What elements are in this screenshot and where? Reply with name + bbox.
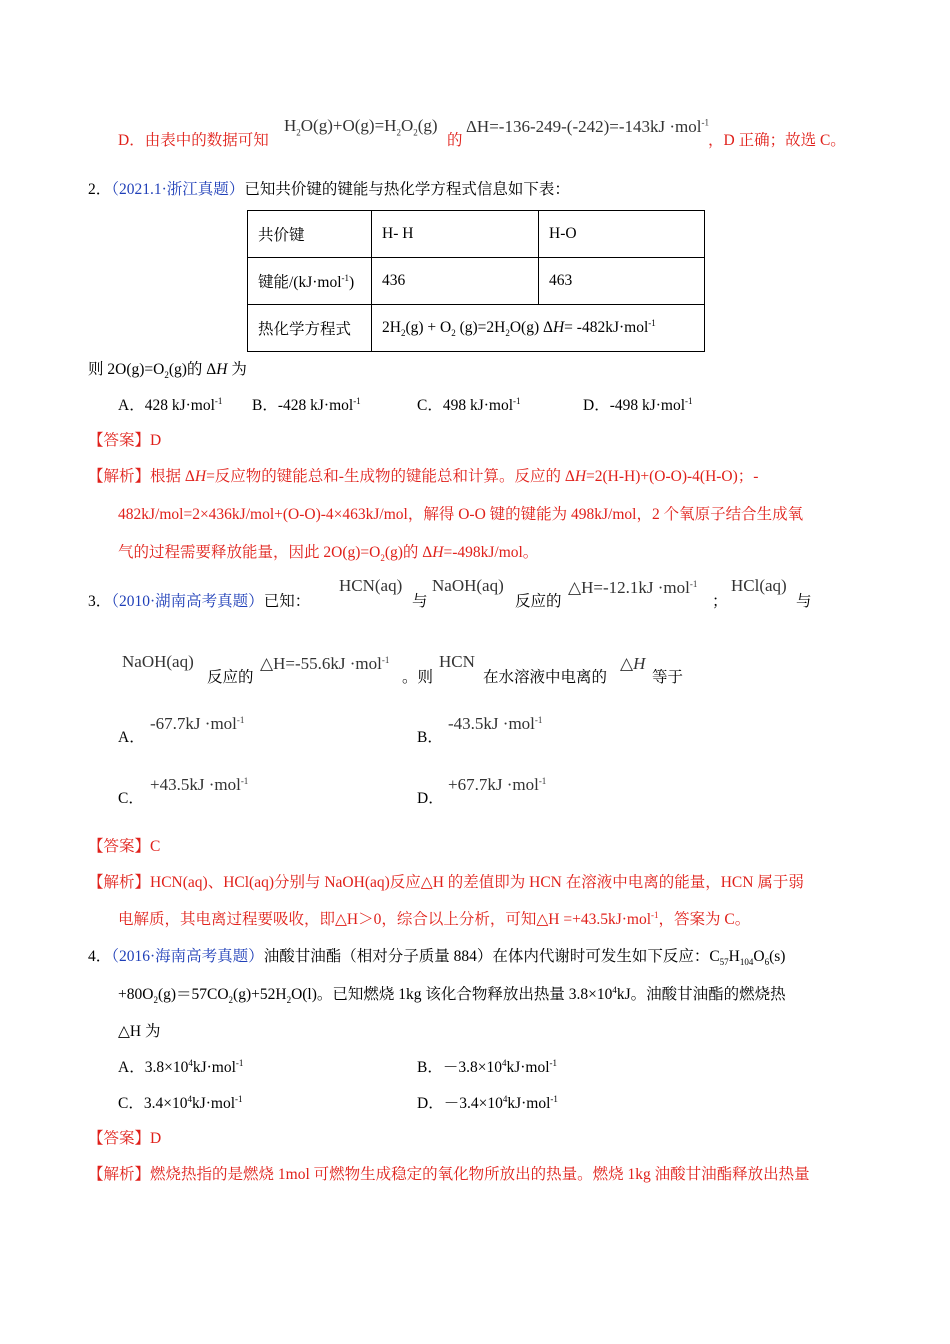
table-cell: H-O xyxy=(539,211,705,258)
analysis-text: (g)的 Δ xyxy=(384,544,433,561)
q4-sub: 104 xyxy=(739,957,754,968)
option-value: kJ·mol xyxy=(191,1095,236,1112)
q3-analysis-line2 xyxy=(118,910,750,930)
q2-stem xyxy=(88,180,570,200)
option-sup: -1 xyxy=(240,776,249,786)
q3-dh3 xyxy=(620,654,645,674)
q1-option-d-explanation xyxy=(118,131,269,151)
q3-equals: 等于 xyxy=(652,669,684,686)
option-value: －3.8×10 xyxy=(442,1059,502,1076)
q4-text: O xyxy=(753,948,765,965)
q3-option-a-label: A． xyxy=(118,729,145,746)
q3-option-c-label: C． xyxy=(118,790,144,807)
analysis-tag: 【解析】 xyxy=(88,468,151,485)
q2-answer: 【答案】D xyxy=(88,432,162,449)
analysis-tag: 【解析】 xyxy=(88,874,151,891)
option-sup: -1 xyxy=(235,1093,243,1104)
option-value: 428 kJ·mol xyxy=(144,397,215,414)
q1-formula xyxy=(284,116,438,136)
q4-text: O(l)。已知燃烧 1kg 该化合物释放出热量 3.8×10 xyxy=(291,986,613,1003)
option-sup: -1 xyxy=(214,395,223,406)
option-value: kJ·mol xyxy=(507,1095,551,1112)
analysis-text: =-498kJ/mol。 xyxy=(443,544,539,561)
analysis-text: =反应物的键能总和-生成物的键能总和计算。反应的 Δ xyxy=(206,468,575,485)
q4-text: +80O xyxy=(118,986,154,1003)
q4-sub: 57 xyxy=(719,957,729,968)
analysis-text: 燃烧热指的是燃烧 1mol 可燃物生成稳定的氧化物所放出的热量。燃烧 1kg 油酸甘油酯释放出热量 xyxy=(150,1166,810,1183)
q4-sub: 2 xyxy=(228,995,234,1006)
analysis-text: ，答案为 C。 xyxy=(658,911,751,928)
q1-sub: 2 xyxy=(296,127,301,138)
option-sup: 4 xyxy=(187,1093,192,1104)
option-value: 3.4×10 xyxy=(143,1095,188,1112)
q3-number-source xyxy=(88,592,310,612)
q3-naoh2: NaOH(aq) xyxy=(122,652,194,671)
q4-analysis-line1 xyxy=(88,1165,810,1185)
q4-answer: 【答案】D xyxy=(88,1130,162,1147)
q4-number: 4． xyxy=(88,948,112,965)
q3-dh2 xyxy=(260,654,389,676)
eq-sub: 2 xyxy=(451,328,456,339)
q1-de-text: 的 xyxy=(447,132,463,149)
eq-italic: H xyxy=(552,319,565,336)
q2-analysis-line2: 482kJ/mol=2×436kJ/mol+(O-O)-4×463kJ/mol，解得 O-O 键的键能为 498kJ/mol，2 个氧原子结合生成氧 xyxy=(118,506,804,523)
q2-number: 2． xyxy=(88,181,112,198)
q3-yu: 与 xyxy=(412,593,428,610)
analysis-text: 电解质，其电离过程要吸收，即△H＞0，综合以上分析，可知△H =+43.5kJ·mol xyxy=(118,911,652,928)
q3-dh3-delta: △ xyxy=(620,654,634,673)
q1-de xyxy=(447,131,463,151)
q4-text: (s) xyxy=(769,948,786,965)
q3-source: （2010·湖南高考真题） xyxy=(111,593,264,610)
option-sup: -1 xyxy=(353,395,361,406)
eq-sup: -1 xyxy=(648,317,656,328)
option-value: -67.7kJ ·mol xyxy=(150,714,237,733)
analysis-italic: H xyxy=(432,544,444,561)
analysis-italic: H xyxy=(194,468,207,485)
analysis-tag: 【解析】 xyxy=(88,1166,151,1183)
q3-dh2-sup: -1 xyxy=(381,655,390,665)
q4-text: (g)+52H xyxy=(233,986,287,1003)
analysis-italic: H xyxy=(574,468,587,485)
q3-semicolon: ； xyxy=(712,593,728,610)
q3-hcl: HCl(aq) xyxy=(731,576,787,595)
q3-option-d-label: D． xyxy=(417,790,444,807)
cell-text: 键能/(kJ·mol xyxy=(258,274,342,291)
option-sup: -1 xyxy=(235,1057,244,1068)
q4-text: 油酸甘油酯（相对分子质量 884）在体内代谢时可发生如下反应：C xyxy=(263,948,720,965)
option-value: 3.8×10 xyxy=(144,1059,189,1076)
ask-sub: 2 xyxy=(164,370,169,381)
q1-dh-sup: -1 xyxy=(701,117,709,128)
q3-naoh: NaOH(aq) xyxy=(432,576,504,595)
option-label: A． xyxy=(118,397,145,414)
q4-stem-line1 xyxy=(88,947,785,967)
q4-option-b xyxy=(417,1058,557,1078)
eq-text: 2H xyxy=(382,319,401,336)
q3-dh3-h: H xyxy=(633,654,646,673)
q1-sub: 2 xyxy=(396,127,401,138)
q1-prefix: D．由表中的数据可知 xyxy=(118,132,269,149)
table-cell: H- H xyxy=(372,211,539,258)
q2-option-b xyxy=(252,396,361,416)
q3-dh1 xyxy=(568,578,697,600)
option-value: +43.5kJ ·mol xyxy=(150,775,241,794)
table-row xyxy=(248,258,705,305)
eq-sub: 2 xyxy=(400,328,406,339)
ask-text: 为 xyxy=(227,361,247,378)
option-value: －3.4×10 xyxy=(443,1095,503,1112)
option-value: -428 kJ·mol xyxy=(277,397,354,414)
q2-option-d xyxy=(583,396,693,416)
ask-text: (g)的 Δ xyxy=(168,361,217,378)
eq-text: (g) + O xyxy=(405,319,452,336)
q3-then: 。则 xyxy=(402,669,434,686)
option-sup: -1 xyxy=(236,715,245,725)
eq-text: = -482kJ·mol xyxy=(564,319,649,336)
cell-sup: -1 xyxy=(341,272,350,283)
option-sup: -1 xyxy=(549,1057,558,1068)
q3-dh1-sup: -1 xyxy=(689,579,698,589)
q4-stem-line2 xyxy=(118,985,786,1005)
option-label: D． xyxy=(583,397,610,414)
q3-option-c-value xyxy=(150,775,248,797)
q3-option-b-value xyxy=(448,714,542,736)
q3-hcn2: HCN xyxy=(439,652,475,671)
q3-reaction: 反应的 xyxy=(515,593,562,610)
q3-reaction2: 反应的 xyxy=(207,669,254,686)
q1-formula-c: O xyxy=(400,116,414,135)
q1-dh-text: ΔH=-136-249-(-242)=-143kJ ·mol xyxy=(466,117,702,136)
q3-option-d-value xyxy=(448,775,546,797)
ask-text: 则 2O(g)=O xyxy=(88,361,165,378)
analysis-text: 根据 Δ xyxy=(150,468,195,485)
bond-energy-table xyxy=(247,210,705,352)
option-label: C． xyxy=(118,1095,144,1112)
q2-source: （2021.1·浙江真题） xyxy=(111,181,245,198)
option-sup: -1 xyxy=(550,1093,558,1104)
option-sup: -1 xyxy=(538,776,547,786)
q4-stem-line3: △H 为 xyxy=(118,1023,161,1040)
q2-option-a xyxy=(118,396,222,416)
q3-yu2: 与 xyxy=(796,593,812,610)
q3-analysis-line1 xyxy=(88,873,804,893)
analysis-text: =2(H-H)+(O-O)-4(H-O)；- xyxy=(586,468,759,485)
eq-text: (g)=2H xyxy=(455,319,506,336)
q2-analysis-line1 xyxy=(88,467,758,487)
q4-option-d xyxy=(417,1094,558,1114)
q4-text: (g)＝57CO xyxy=(157,986,229,1003)
eq-sub: 2 xyxy=(505,328,510,339)
q4-sub: 6 xyxy=(764,957,770,968)
option-label: B． xyxy=(252,397,278,414)
q3-hcn: HCN(aq) xyxy=(339,576,403,595)
q3-option-b-label: B． xyxy=(417,729,443,746)
analysis-sup: -1 xyxy=(651,909,659,920)
cell-text: ) xyxy=(349,274,355,291)
option-value: kJ·mol xyxy=(506,1059,550,1076)
analysis-sub: 2 xyxy=(380,553,385,564)
q3-answer: 【答案】C xyxy=(88,838,161,855)
table-row xyxy=(248,211,705,258)
table-cell: 热化学方程式 xyxy=(248,305,372,352)
table-cell: 463 xyxy=(539,258,705,305)
q2-stem-text: 已知共价键的键能与热化学方程式信息如下表： xyxy=(244,181,570,198)
table-cell xyxy=(248,258,372,305)
option-label: A． xyxy=(118,1059,145,1076)
option-value: kJ·mol xyxy=(192,1059,236,1076)
analysis-text: HCN(aq)、HCl(aq)分别与 NaOH(aq)反应△H 的差值即为 HCN 在溶液中电离的能量，HCN 属于弱 xyxy=(150,874,804,891)
q1-formula-d: (g) xyxy=(417,116,438,135)
q2-analysis-line3 xyxy=(118,543,538,563)
q4-option-c xyxy=(118,1094,243,1114)
q1-formula-a: H xyxy=(284,116,297,135)
analysis-text: 气的过程需要释放能量，因此 2O(g)=O xyxy=(118,544,381,561)
option-sup: -1 xyxy=(534,715,543,725)
eq-text: O(g) Δ xyxy=(509,319,553,336)
q4-sub: 2 xyxy=(153,995,158,1006)
q1-formula-b: O(g)+O(g)=H xyxy=(300,116,397,135)
option-sup: -1 xyxy=(513,395,521,406)
ask-italic: H xyxy=(216,361,228,378)
q3-dh1-text: △H=-12.1kJ ·mol xyxy=(568,578,690,597)
q4-text: kJ。油酸甘油酯的燃烧热 xyxy=(616,986,786,1003)
q3-number: 3． xyxy=(88,593,112,610)
q3-in-water: 在水溶液中电离的 xyxy=(483,669,608,686)
option-value: +67.7kJ ·mol xyxy=(448,775,539,794)
q1-delta-h xyxy=(466,117,709,137)
q4-sup: 4 xyxy=(612,984,617,995)
q2-option-c xyxy=(417,396,521,416)
option-value: 498 kJ·mol xyxy=(442,397,514,414)
option-sup: -1 xyxy=(685,395,693,406)
table-cell: 共价键 xyxy=(248,211,372,258)
q4-sub: 2 xyxy=(286,995,292,1006)
q3-text: 已知： xyxy=(263,593,311,610)
q4-option-a xyxy=(118,1058,243,1078)
option-sup: 4 xyxy=(502,1093,508,1104)
option-label: C． xyxy=(417,397,443,414)
q1-sub: 2 xyxy=(413,127,418,138)
option-sup: 4 xyxy=(188,1057,193,1068)
q1-suffix xyxy=(708,131,846,151)
q3-option-a-value xyxy=(150,714,244,736)
table-cell: 436 xyxy=(372,258,539,305)
option-label: B． xyxy=(417,1059,443,1076)
q3-dh2-text: △H=-55.6kJ ·mol xyxy=(260,654,382,673)
option-value: -498 kJ·mol xyxy=(609,397,686,414)
table-cell-equation xyxy=(372,305,705,352)
table-row xyxy=(248,305,705,352)
option-sup: 4 xyxy=(501,1057,507,1068)
option-label: D． xyxy=(417,1095,444,1112)
option-value: -43.5kJ ·mol xyxy=(448,714,535,733)
q4-text: H xyxy=(728,948,740,965)
q4-source: （2016·海南高考真题） xyxy=(111,948,264,965)
q1-suffix-text: ，D 正确；故选 C。 xyxy=(708,132,846,149)
q2-ask xyxy=(88,360,247,380)
